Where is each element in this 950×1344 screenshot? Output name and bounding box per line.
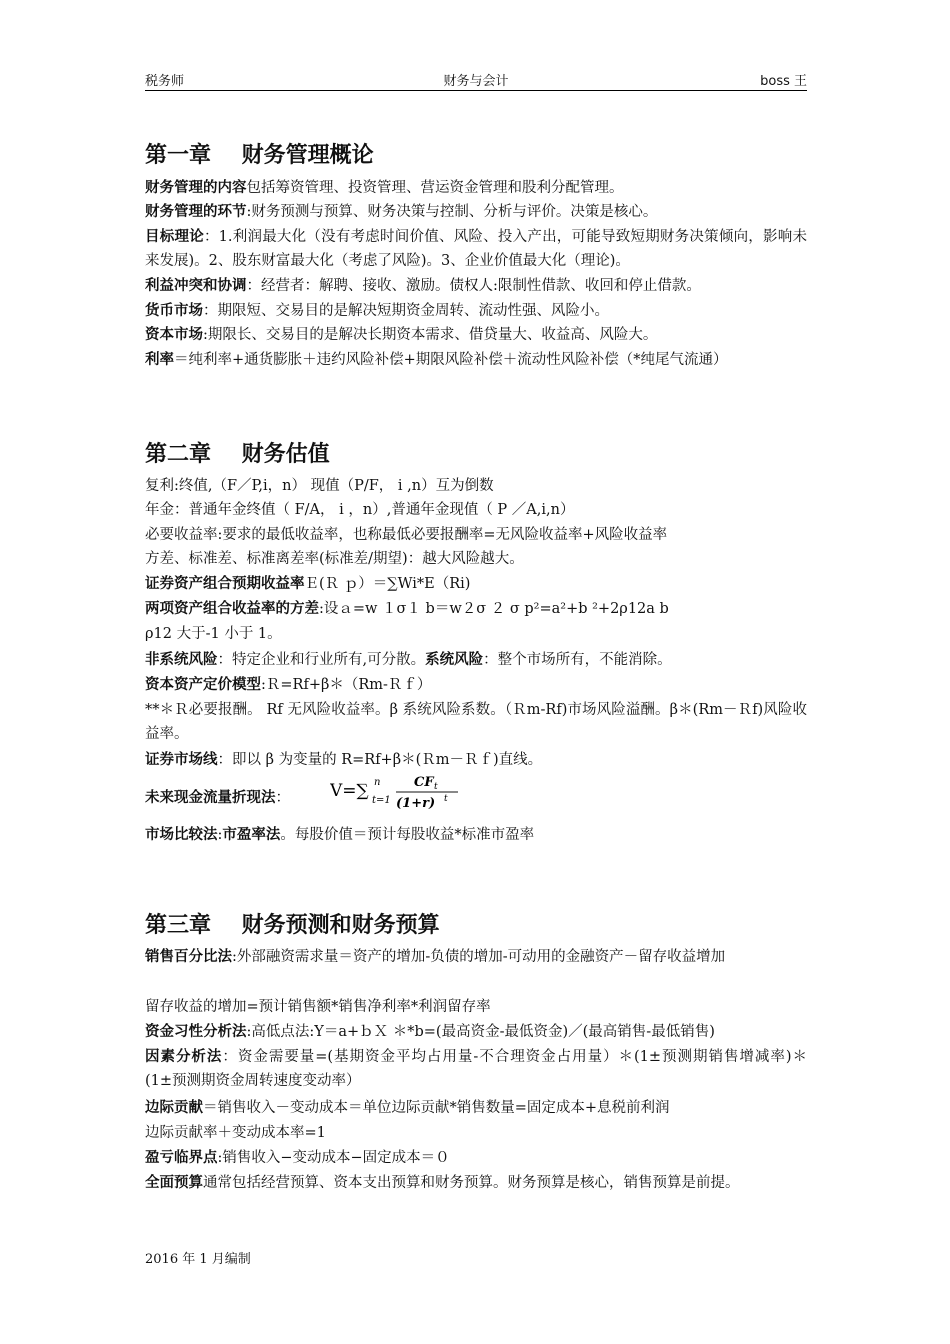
ch3-line-7: 盈亏临界点:销售收入−变动成本−固定成本＝０ <box>145 1150 450 1166</box>
ch2-line-10: **＊Ｒ必要报酬。 Rf 无风险收益率。β 系统风险系数。（Ｒm-Rf)市场风险溢酬。β＊(Rm－Ｒf)风险收益率。 <box>145 702 807 742</box>
chapter1-title: 第一章 财务管理概论 <box>145 143 374 168</box>
ch1-line-5: 货币市场：期限短、交易目的是解决短期资金周转、流动性强、风险小。 <box>145 303 609 319</box>
header-right: boss 王 <box>760 74 807 89</box>
svg-text:n: n <box>374 777 381 788</box>
ch2-line-4: 方差、标准差、标准离差率(标准差/期望)：越大风险越大。 <box>145 551 524 567</box>
header-center: 财务与会计 <box>443 74 509 89</box>
ch2-line-7: ρ12 大于-1 小于 1。 <box>145 626 282 642</box>
ch3-line-6: 边际贡献率＋变动成本率=1 <box>145 1125 326 1141</box>
svg-text:(1+r): (1+r) <box>396 796 436 811</box>
ch3-line-8: 全面预算通常包括经营预算、资本支出预算和财务预算。财务预算是核心，销售预算是前提。 <box>145 1175 740 1191</box>
header-left: 税务师 <box>145 74 185 89</box>
ch2-line-8: 非系统风险：特定企业和行业所有,可分散。系统风险：整个市场所有，不能消除。 <box>145 652 672 668</box>
ch3-line-3: 资金习性分析法:高低点法:Y＝a+ｂＸ ＊*b=(最高资金-最低资金)／(最高销售-最低销售) <box>145 1024 715 1040</box>
ch1-line-6: 资本市场:期限长、交易目的是解决长期资本需求、借贷量大、收益高、风险大。 <box>145 327 658 343</box>
ch1-line-4: 利益冲突和协调：经营者：解聘、接收、激励。债权人:限制性借款、收回和停止借款。 <box>145 278 701 294</box>
ch2-line-6: 两项资产组合收益率的方差:设ａ=w １σ１ b＝w２σ ２ σ p²=a²+b ²+2ρ12a b <box>145 601 669 617</box>
ch2-line-12: 未来现金流量折现法： <box>145 790 290 806</box>
svg-text:t: t <box>434 782 438 792</box>
svg-text:CF: CF <box>414 775 434 790</box>
page-footer: 2016 年 1 月编制 <box>145 1252 251 1267</box>
ch1-line-7: 利率＝纯利率+通货膨胀＋违约风险补偿+期限风险补偿＋流动性风险补偿（*纯尾气流通） <box>145 352 728 368</box>
ch3-line-4: 因素分析法：资金需要量=(基期资金平均占用量-不合理资金占用量）＊(1±预测期销售增减率)＊(1±预测期资金周转速度变动率） <box>145 1049 807 1089</box>
ch1-line-2: 财务管理的环节:财务预测与预算、财务决策与控制、分析与评价。决策是核心。 <box>145 204 658 220</box>
ch3-line-2: 留存收益的增加=预计销售额*销售净利率*利润留存率 <box>145 999 491 1015</box>
ch2-line-5: 证券资产组合预期收益率Ｅ(Ｒ ｐ）＝∑Wi*E（Ri) <box>145 576 471 592</box>
chapter3-title: 第三章 财务预测和财务预算 <box>145 913 440 938</box>
ch3-line-5: 边际贡献＝销售收入－变动成本＝单位边际贡献*销售数量=固定成本+息税前利润 <box>145 1100 670 1116</box>
ch1-line-3: 目标理论：1.利润最大化（没有考虑时间价值、风险、投入产出，可能导致短期财务决策倾向，影响未来发展)。2、股东财富最大化（考虑了风险)。3、企业价值最大化（理论)。 <box>145 229 808 269</box>
ch3-line-1: 销售百分比法:外部融资需求量＝资产的增加-负债的增加-可动用的金融资产－留存收益增加 <box>145 949 726 965</box>
svg-text:t: t <box>444 794 448 804</box>
ch2-line-3: 必要收益率:要求的最低收益率，也称最低必要报酬率=无风险收益率+风险收益率 <box>145 527 668 543</box>
page-header <box>145 68 807 91</box>
ch2-line-1: 复利:终值,（F／P,i，n） 现值（P/F， i ,n）互为倒数 <box>145 478 494 494</box>
ch2-line-11: 证券市场线：即以 β 为变量的 R=Rf+β＊(Ｒm－Ｒｆ)直线。 <box>145 752 543 768</box>
ch2-line-2: 年金：普通年金终值（ F/A， i ，n）,普通年金现值（ P ／A,i,n） <box>145 502 575 518</box>
ch2-line-13: 市场比较法:市盈率法。每股价值＝预计每股收益*标准市盈率 <box>145 827 535 843</box>
dcf-formula <box>330 772 470 814</box>
svg-text:t=1: t=1 <box>372 795 391 806</box>
ch2-line-9: 资本资产定价模型:Ｒ=Rf+β＊（Rm-Ｒｆ） <box>145 677 432 693</box>
chapter2-title: 第二章 财务估值 <box>145 442 330 467</box>
svg-text:V=∑: V=∑ <box>330 781 369 801</box>
ch1-line-1: 财务管理的内容包括筹资管理、投资管理、营运资金管理和股利分配管理。 <box>145 180 624 196</box>
